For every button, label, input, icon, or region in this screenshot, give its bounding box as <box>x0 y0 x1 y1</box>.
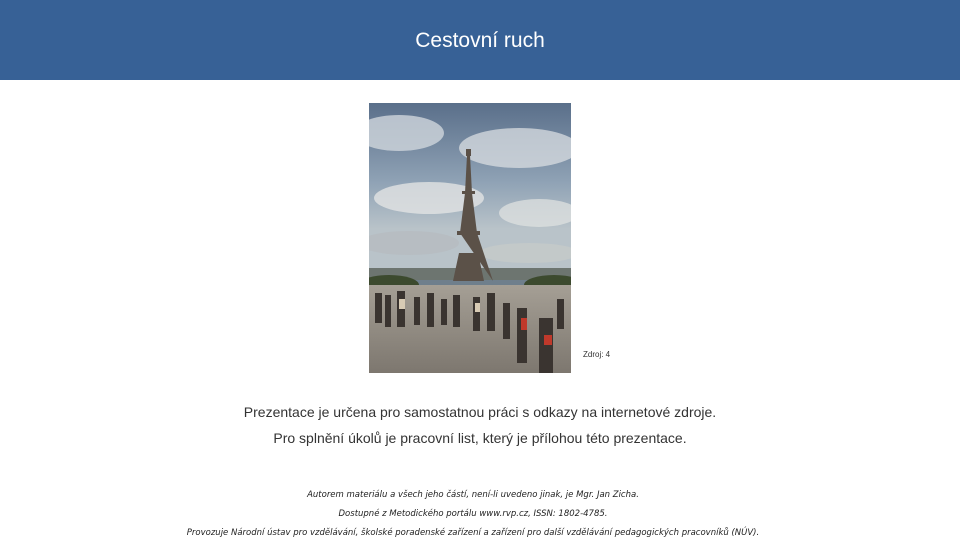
slide-title: Cestovní ruch <box>415 29 545 52</box>
header-bar <box>0 0 960 80</box>
image-source-caption: Zdroj: 4 <box>583 350 611 359</box>
intro-text-line-1: Prezentace je určena pro samostatnou práci s odkazy na internetové zdroje. <box>243 404 717 420</box>
intro-text-line-2: Pro splnění úkolů je pracovní list, který je přílohou této prezentace. <box>273 430 687 446</box>
footer-publisher-line: Provozuje Národní ústav pro vzdělávání, školské poradenské zařízení a zařízení pro další vzdělávání pedagogických pracovníků (NÚV). <box>186 528 760 538</box>
footer-author-line: Autorem materiálu a všech jeho částí, není-li uvedeno jinak, je Mgr. Jan Zicha. <box>307 490 639 500</box>
footer-portal-line: Dostupné z Metodického portálu www.rvp.cz, ISSN: 1802-4785. <box>338 509 608 519</box>
eiffel-tower-photo <box>369 103 571 373</box>
